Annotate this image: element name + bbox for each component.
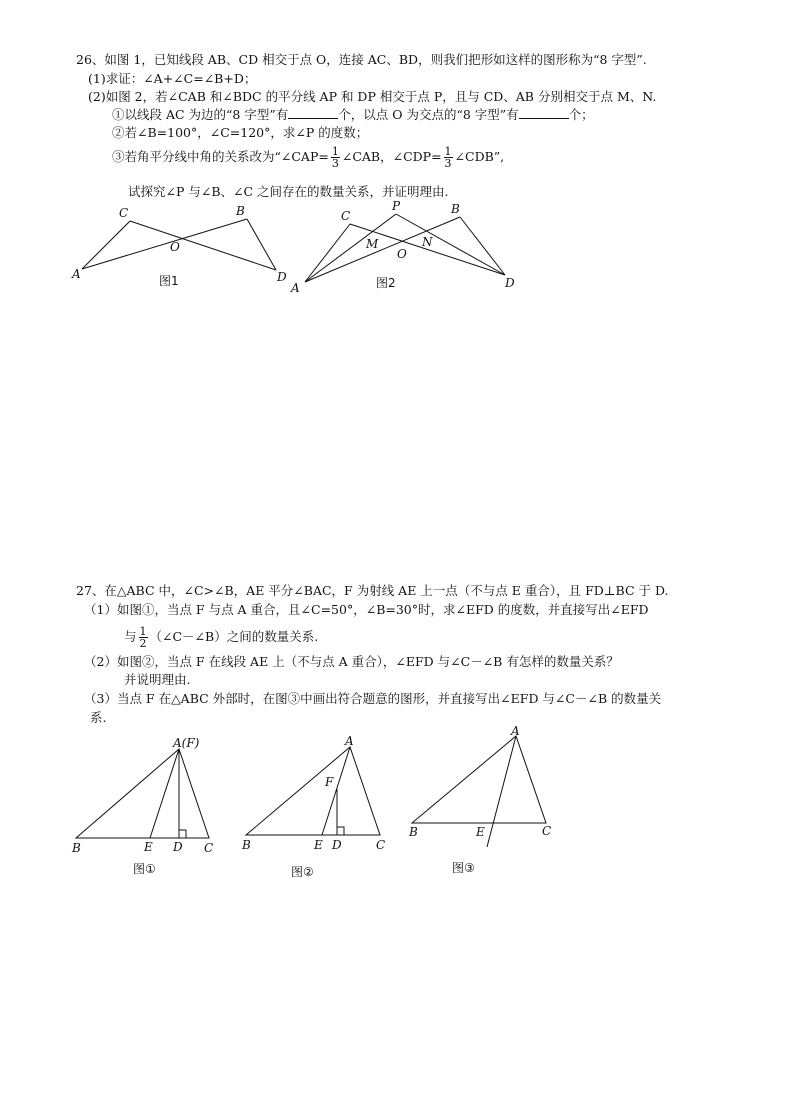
label-d: D [277,270,287,284]
label-c: C [204,841,214,855]
label-n: N [422,235,433,249]
fraction-one-third: $\frac{1}{3}$ [444,145,452,170]
label-d: D [332,838,342,852]
label-e: E [476,825,485,839]
q27-part1-cont: 与 $\frac{1}{2}$ （∠C－∠B）之间的数量关系. [124,625,319,650]
q26-part2: (2)如图 2，若∠CAB 和∠BDC 的平分线 AP 和 DP 相交于点 P，且与 CD、AB 分别相交于点 M、N. [88,89,657,104]
label-m: M [366,237,379,251]
label-b: B [451,202,460,216]
q26-part2-1: ①以线段 AC 为边的“8 字型”有 个，以点 O 为交点的“8 字型”有 个； [112,107,594,122]
q27-part3-cont: 系. [90,710,107,725]
fraction-one-third: $\frac{1}{3}$ [331,145,339,170]
caption-fig2: 图2 [376,276,396,290]
label-a: A [72,267,81,281]
label-e: E [144,840,153,854]
ray-ae [487,736,516,847]
label-b: B [409,825,418,839]
caption-fig1: 图1 [159,274,179,288]
caption-fig-1: 图① [133,862,156,876]
q27-stem: 27、在△ABC 中，∠C>∠B，AE 平分∠BAC，F 为射线 AE 上一点（不与点 E 重合），且 FD⊥BC 于 D. [76,583,669,598]
label-o: O [170,240,180,254]
q26-part2-3: ③若角平分线中角的关系改为“∠CAP= $\frac{1}{3}$ ∠CAB，∠CDP= $\frac{1}{3}$ ∠CDB”, [112,145,505,170]
fraction-one-half: $\frac{1}{2}$ [139,625,147,650]
label-p: P [392,199,401,213]
label-a-f: A(F) [173,736,200,750]
q27-part3: （3）当点 F 在△ABC 外部时，在图③中画出符合题意的图形，并直接写出∠EFD 与∠C－∠B 的数量关 [84,691,662,706]
q26-part1: (1)求证：∠A+∠C=∠B+D； [88,71,257,86]
caption-fig-3: 图③ [452,861,475,875]
triangle-abc [412,736,546,823]
label-o: O [397,247,407,261]
label-d: D [173,840,183,854]
label-c: C [341,209,351,223]
label-a: A [345,734,354,748]
q27-part2-cont: 并说明理由. [124,672,191,687]
label-b: B [236,204,245,218]
q27-part1: （1）如图①，当点 F 与点 A 重合，且∠C=50°，∠B=30°时，求∠EFD 的度数，并直接写出∠EFD [84,602,649,617]
label-c: C [119,206,129,220]
q26-part2-2: ②若∠B=100°，∠C=120°，求∠P 的度数； [112,125,369,140]
label-d: D [505,276,515,290]
q26-stem: 26、如图 1，已知线段 AB、CD 相交于点 O，连接 AC、BD，则我们把形如这样的图形称为“8 字型”. [76,52,647,67]
q26-part2-3-ask: 试探究∠P 与∠B、∠C 之间存在的数量关系，并证明理由. [128,184,449,199]
q27-part2: （2）如图②，当点 F 在线段 AE 上（不与点 A 重合），∠EFD 与∠C－∠B 有怎样的数量关系？ [84,654,619,669]
label-b: B [242,838,251,852]
label-c: C [542,824,552,838]
label-a: A [291,281,300,295]
label-a: A [511,724,520,738]
label-f: F [325,775,334,789]
label-e: E [314,838,323,852]
label-b: B [72,841,81,855]
caption-fig-2: 图② [291,865,314,879]
label-c: C [376,838,386,852]
